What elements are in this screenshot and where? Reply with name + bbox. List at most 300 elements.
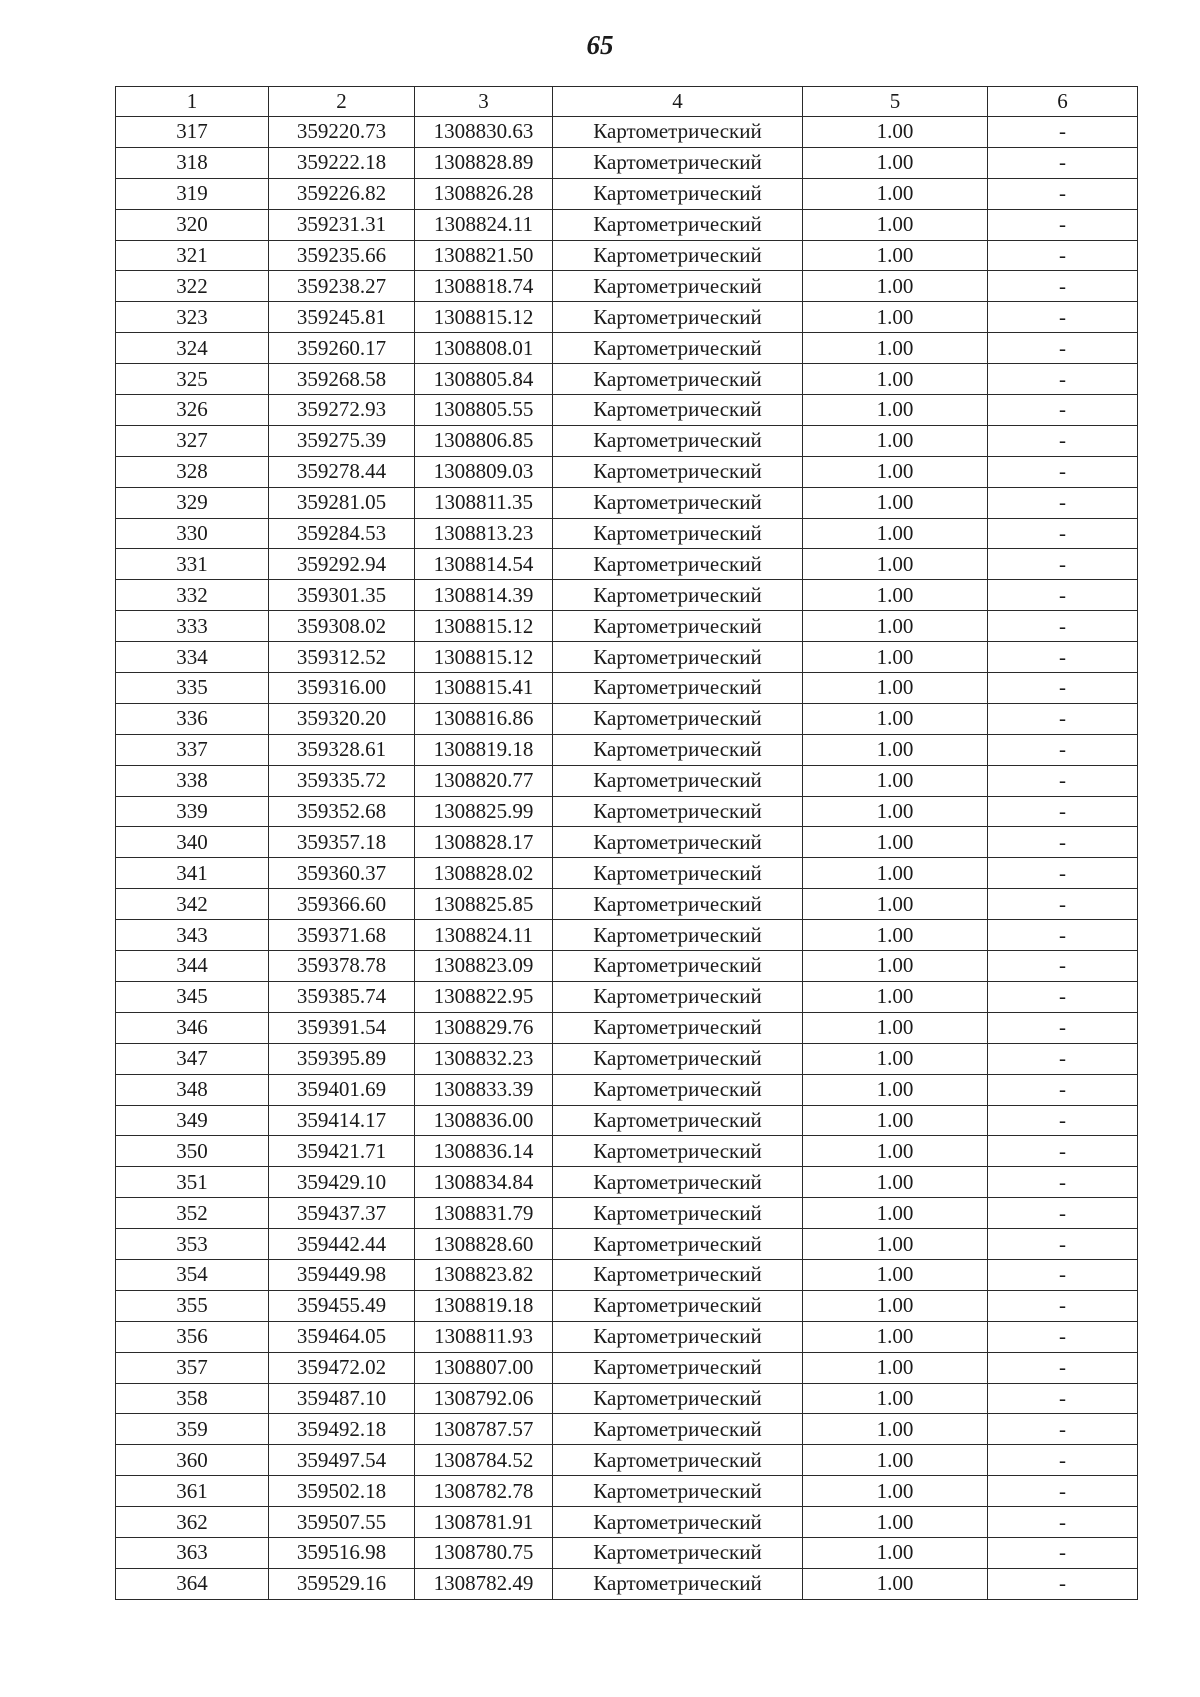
accuracy-cell: 1.00	[803, 1012, 988, 1043]
note-cell: -	[988, 1105, 1138, 1136]
point-number-cell: 340	[116, 827, 269, 858]
x-coordinate-cell: 359507.55	[269, 1507, 415, 1538]
point-number-cell: 322	[116, 271, 269, 302]
point-number-cell: 364	[116, 1568, 269, 1599]
note-cell: -	[988, 1537, 1138, 1568]
point-number-cell: 360	[116, 1445, 269, 1476]
point-number-cell: 351	[116, 1167, 269, 1198]
x-coordinate-cell: 359352.68	[269, 796, 415, 827]
table-row	[116, 1136, 1138, 1167]
table-row	[116, 1445, 1138, 1476]
y-coordinate-cell: 1308828.89	[415, 147, 553, 178]
table-row	[116, 858, 1138, 889]
x-coordinate-cell: 359260.17	[269, 333, 415, 364]
method-cell: Картометрический	[553, 456, 803, 487]
accuracy-cell: 1.00	[803, 1507, 988, 1538]
accuracy-cell: 1.00	[803, 425, 988, 456]
y-coordinate-cell: 1308805.84	[415, 364, 553, 395]
accuracy-cell: 1.00	[803, 1414, 988, 1445]
x-coordinate-cell: 359516.98	[269, 1537, 415, 1568]
table-row	[116, 147, 1138, 178]
x-coordinate-cell: 359360.37	[269, 858, 415, 889]
y-coordinate-cell: 1308782.49	[415, 1568, 553, 1599]
y-coordinate-cell: 1308831.79	[415, 1198, 553, 1229]
note-cell: -	[988, 1074, 1138, 1105]
accuracy-cell: 1.00	[803, 178, 988, 209]
y-coordinate-cell: 1308782.78	[415, 1476, 553, 1507]
column-header: 4	[553, 87, 803, 117]
method-cell: Картометрический	[553, 209, 803, 240]
y-coordinate-cell: 1308834.84	[415, 1167, 553, 1198]
x-coordinate-cell: 359357.18	[269, 827, 415, 858]
point-number-cell: 329	[116, 487, 269, 518]
y-coordinate-cell: 1308809.03	[415, 456, 553, 487]
method-cell: Картометрический	[553, 1074, 803, 1105]
method-cell: Картометрический	[553, 1507, 803, 1538]
note-cell: -	[988, 889, 1138, 920]
x-coordinate-cell: 359312.52	[269, 642, 415, 673]
x-coordinate-cell: 359385.74	[269, 981, 415, 1012]
method-cell: Картометрический	[553, 1321, 803, 1352]
table-row	[116, 487, 1138, 518]
table-row	[116, 395, 1138, 426]
y-coordinate-cell: 1308832.23	[415, 1043, 553, 1074]
method-cell: Картометрический	[553, 1012, 803, 1043]
accuracy-cell: 1.00	[803, 395, 988, 426]
point-number-cell: 341	[116, 858, 269, 889]
accuracy-cell: 1.00	[803, 889, 988, 920]
table-row	[116, 302, 1138, 333]
point-number-cell: 346	[116, 1012, 269, 1043]
method-cell: Картометрический	[553, 765, 803, 796]
note-cell: -	[988, 734, 1138, 765]
method-cell: Картометрический	[553, 364, 803, 395]
note-cell: -	[988, 1568, 1138, 1599]
note-cell: -	[988, 827, 1138, 858]
accuracy-cell: 1.00	[803, 920, 988, 951]
table-row	[116, 673, 1138, 704]
accuracy-cell: 1.00	[803, 209, 988, 240]
x-coordinate-cell: 359464.05	[269, 1321, 415, 1352]
point-number-cell: 330	[116, 518, 269, 549]
method-cell: Картометрический	[553, 147, 803, 178]
note-cell: -	[988, 580, 1138, 611]
y-coordinate-cell: 1308811.35	[415, 487, 553, 518]
y-coordinate-cell: 1308815.12	[415, 611, 553, 642]
table-row	[116, 271, 1138, 302]
x-coordinate-cell: 359284.53	[269, 518, 415, 549]
accuracy-cell: 1.00	[803, 1321, 988, 1352]
note-cell: -	[988, 1012, 1138, 1043]
column-header: 5	[803, 87, 988, 117]
point-number-cell: 339	[116, 796, 269, 827]
accuracy-cell: 1.00	[803, 271, 988, 302]
table-row	[116, 117, 1138, 148]
y-coordinate-cell: 1308826.28	[415, 178, 553, 209]
table-row	[116, 796, 1138, 827]
x-coordinate-cell: 359320.20	[269, 703, 415, 734]
table-row	[116, 580, 1138, 611]
accuracy-cell: 1.00	[803, 1167, 988, 1198]
x-coordinate-cell: 359497.54	[269, 1445, 415, 1476]
accuracy-cell: 1.00	[803, 951, 988, 982]
point-number-cell: 321	[116, 240, 269, 271]
point-number-cell: 334	[116, 642, 269, 673]
y-coordinate-cell: 1308822.95	[415, 981, 553, 1012]
method-cell: Картометрический	[553, 1229, 803, 1260]
accuracy-cell: 1.00	[803, 117, 988, 148]
accuracy-cell: 1.00	[803, 1352, 988, 1383]
method-cell: Картометрический	[553, 395, 803, 426]
method-cell: Картометрический	[553, 178, 803, 209]
accuracy-cell: 1.00	[803, 1445, 988, 1476]
point-number-cell: 347	[116, 1043, 269, 1074]
accuracy-cell: 1.00	[803, 734, 988, 765]
point-number-cell: 318	[116, 147, 269, 178]
x-coordinate-cell: 359371.68	[269, 920, 415, 951]
accuracy-cell: 1.00	[803, 642, 988, 673]
method-cell: Картометрический	[553, 1383, 803, 1414]
x-coordinate-cell: 359275.39	[269, 425, 415, 456]
y-coordinate-cell: 1308819.18	[415, 734, 553, 765]
method-cell: Картометрический	[553, 580, 803, 611]
method-cell: Картометрический	[553, 703, 803, 734]
point-number-cell: 357	[116, 1352, 269, 1383]
point-number-cell: 325	[116, 364, 269, 395]
x-coordinate-cell: 359220.73	[269, 117, 415, 148]
point-number-cell: 327	[116, 425, 269, 456]
method-cell: Картометрический	[553, 611, 803, 642]
note-cell: -	[988, 1321, 1138, 1352]
x-coordinate-cell: 359472.02	[269, 1352, 415, 1383]
y-coordinate-cell: 1308808.01	[415, 333, 553, 364]
y-coordinate-cell: 1308830.63	[415, 117, 553, 148]
x-coordinate-cell: 359292.94	[269, 549, 415, 580]
method-cell: Картометрический	[553, 549, 803, 580]
y-coordinate-cell: 1308825.99	[415, 796, 553, 827]
x-coordinate-cell: 359442.44	[269, 1229, 415, 1260]
accuracy-cell: 1.00	[803, 333, 988, 364]
table-row	[116, 425, 1138, 456]
table-row	[116, 364, 1138, 395]
point-number-cell: 331	[116, 549, 269, 580]
accuracy-cell: 1.00	[803, 240, 988, 271]
note-cell: -	[988, 1507, 1138, 1538]
accuracy-cell: 1.00	[803, 1259, 988, 1290]
y-coordinate-cell: 1308807.00	[415, 1352, 553, 1383]
y-coordinate-cell: 1308787.57	[415, 1414, 553, 1445]
header-row	[116, 87, 1138, 117]
accuracy-cell: 1.00	[803, 1229, 988, 1260]
note-cell: -	[988, 364, 1138, 395]
y-coordinate-cell: 1308824.11	[415, 209, 553, 240]
accuracy-cell: 1.00	[803, 456, 988, 487]
note-cell: -	[988, 858, 1138, 889]
point-number-cell: 323	[116, 302, 269, 333]
y-coordinate-cell: 1308815.12	[415, 642, 553, 673]
accuracy-cell: 1.00	[803, 302, 988, 333]
note-cell: -	[988, 642, 1138, 673]
method-cell: Картометрический	[553, 1352, 803, 1383]
x-coordinate-cell: 359429.10	[269, 1167, 415, 1198]
table-row	[116, 240, 1138, 271]
column-header: 2	[269, 87, 415, 117]
y-coordinate-cell: 1308815.41	[415, 673, 553, 704]
accuracy-cell: 1.00	[803, 611, 988, 642]
point-number-cell: 335	[116, 673, 269, 704]
y-coordinate-cell: 1308784.52	[415, 1445, 553, 1476]
point-number-cell: 350	[116, 1136, 269, 1167]
accuracy-cell: 1.00	[803, 1043, 988, 1074]
table-row	[116, 1383, 1138, 1414]
table-row	[116, 178, 1138, 209]
note-cell: -	[988, 487, 1138, 518]
table-row	[116, 549, 1138, 580]
y-coordinate-cell: 1308781.91	[415, 1507, 553, 1538]
x-coordinate-cell: 359301.35	[269, 580, 415, 611]
table-row	[116, 1290, 1138, 1321]
x-coordinate-cell: 359235.66	[269, 240, 415, 271]
y-coordinate-cell: 1308814.39	[415, 580, 553, 611]
note-cell: -	[988, 271, 1138, 302]
accuracy-cell: 1.00	[803, 796, 988, 827]
coordinates-table	[115, 86, 1138, 1600]
note-cell: -	[988, 673, 1138, 704]
method-cell: Картометрический	[553, 333, 803, 364]
accuracy-cell: 1.00	[803, 1568, 988, 1599]
table-row	[116, 981, 1138, 1012]
note-cell: -	[988, 178, 1138, 209]
y-coordinate-cell: 1308806.85	[415, 425, 553, 456]
x-coordinate-cell: 359231.31	[269, 209, 415, 240]
table-row	[116, 734, 1138, 765]
method-cell: Картометрический	[553, 827, 803, 858]
point-number-cell: 353	[116, 1229, 269, 1260]
y-coordinate-cell: 1308828.60	[415, 1229, 553, 1260]
y-coordinate-cell: 1308805.55	[415, 395, 553, 426]
note-cell: -	[988, 209, 1138, 240]
note-cell: -	[988, 796, 1138, 827]
note-cell: -	[988, 1259, 1138, 1290]
method-cell: Картометрический	[553, 796, 803, 827]
method-cell: Картометрический	[553, 673, 803, 704]
accuracy-cell: 1.00	[803, 827, 988, 858]
table-row	[116, 1012, 1138, 1043]
y-coordinate-cell: 1308821.50	[415, 240, 553, 271]
note-cell: -	[988, 395, 1138, 426]
method-cell: Картометрический	[553, 1476, 803, 1507]
x-coordinate-cell: 359529.16	[269, 1568, 415, 1599]
table-row	[116, 1507, 1138, 1538]
method-cell: Картометрический	[553, 1043, 803, 1074]
table-row	[116, 1167, 1138, 1198]
x-coordinate-cell: 359308.02	[269, 611, 415, 642]
method-cell: Картометрический	[553, 240, 803, 271]
point-number-cell: 349	[116, 1105, 269, 1136]
x-coordinate-cell: 359395.89	[269, 1043, 415, 1074]
y-coordinate-cell: 1308824.11	[415, 920, 553, 951]
point-number-cell: 338	[116, 765, 269, 796]
table-row	[116, 1259, 1138, 1290]
accuracy-cell: 1.00	[803, 765, 988, 796]
table-row	[116, 889, 1138, 920]
accuracy-cell: 1.00	[803, 673, 988, 704]
note-cell: -	[988, 951, 1138, 982]
note-cell: -	[988, 1414, 1138, 1445]
note-cell: -	[988, 1167, 1138, 1198]
x-coordinate-cell: 359238.27	[269, 271, 415, 302]
table-row	[116, 1352, 1138, 1383]
x-coordinate-cell: 359391.54	[269, 1012, 415, 1043]
method-cell: Картометрический	[553, 1537, 803, 1568]
note-cell: -	[988, 611, 1138, 642]
x-coordinate-cell: 359328.61	[269, 734, 415, 765]
x-coordinate-cell: 359487.10	[269, 1383, 415, 1414]
method-cell: Картометрический	[553, 1198, 803, 1229]
y-coordinate-cell: 1308813.23	[415, 518, 553, 549]
x-coordinate-cell: 359378.78	[269, 951, 415, 982]
note-cell: -	[988, 425, 1138, 456]
y-coordinate-cell: 1308819.18	[415, 1290, 553, 1321]
method-cell: Картометрический	[553, 271, 803, 302]
method-cell: Картометрический	[553, 1445, 803, 1476]
y-coordinate-cell: 1308829.76	[415, 1012, 553, 1043]
y-coordinate-cell: 1308814.54	[415, 549, 553, 580]
column-header: 3	[415, 87, 553, 117]
x-coordinate-cell: 359278.44	[269, 456, 415, 487]
note-cell: -	[988, 1229, 1138, 1260]
y-coordinate-cell: 1308818.74	[415, 271, 553, 302]
accuracy-cell: 1.00	[803, 487, 988, 518]
point-number-cell: 342	[116, 889, 269, 920]
note-cell: -	[988, 1383, 1138, 1414]
table-row	[116, 518, 1138, 549]
point-number-cell: 336	[116, 703, 269, 734]
point-number-cell: 326	[116, 395, 269, 426]
method-cell: Картометрический	[553, 951, 803, 982]
table-row	[116, 1321, 1138, 1352]
accuracy-cell: 1.00	[803, 580, 988, 611]
point-number-cell: 355	[116, 1290, 269, 1321]
y-coordinate-cell: 1308811.93	[415, 1321, 553, 1352]
method-cell: Картометрический	[553, 920, 803, 951]
table-row	[116, 1043, 1138, 1074]
table-row	[116, 456, 1138, 487]
table-row	[116, 765, 1138, 796]
point-number-cell: 333	[116, 611, 269, 642]
x-coordinate-cell: 359245.81	[269, 302, 415, 333]
note-cell: -	[988, 981, 1138, 1012]
accuracy-cell: 1.00	[803, 1476, 988, 1507]
x-coordinate-cell: 359492.18	[269, 1414, 415, 1445]
y-coordinate-cell: 1308836.14	[415, 1136, 553, 1167]
method-cell: Картометрический	[553, 518, 803, 549]
point-number-cell: 359	[116, 1414, 269, 1445]
x-coordinate-cell: 359401.69	[269, 1074, 415, 1105]
accuracy-cell: 1.00	[803, 1383, 988, 1414]
table-row	[116, 920, 1138, 951]
table-row	[116, 333, 1138, 364]
accuracy-cell: 1.00	[803, 1136, 988, 1167]
table-row	[116, 642, 1138, 673]
point-number-cell: 354	[116, 1259, 269, 1290]
note-cell: -	[988, 920, 1138, 951]
x-coordinate-cell: 359366.60	[269, 889, 415, 920]
method-cell: Картометрический	[553, 487, 803, 518]
method-cell: Картометрический	[553, 1414, 803, 1445]
point-number-cell: 324	[116, 333, 269, 364]
table-row	[116, 1074, 1138, 1105]
x-coordinate-cell: 359226.82	[269, 178, 415, 209]
note-cell: -	[988, 518, 1138, 549]
table-body	[116, 117, 1138, 1600]
method-cell: Картометрический	[553, 117, 803, 148]
accuracy-cell: 1.00	[803, 1105, 988, 1136]
accuracy-cell: 1.00	[803, 147, 988, 178]
note-cell: -	[988, 1290, 1138, 1321]
accuracy-cell: 1.00	[803, 703, 988, 734]
note-cell: -	[988, 1136, 1138, 1167]
table-row	[116, 611, 1138, 642]
y-coordinate-cell: 1308815.12	[415, 302, 553, 333]
accuracy-cell: 1.00	[803, 518, 988, 549]
y-coordinate-cell: 1308828.17	[415, 827, 553, 858]
y-coordinate-cell: 1308825.85	[415, 889, 553, 920]
point-number-cell: 361	[116, 1476, 269, 1507]
x-coordinate-cell: 359414.17	[269, 1105, 415, 1136]
point-number-cell: 344	[116, 951, 269, 982]
method-cell: Картометрический	[553, 981, 803, 1012]
method-cell: Картометрический	[553, 642, 803, 673]
page-number: 65	[586, 30, 614, 60]
accuracy-cell: 1.00	[803, 1537, 988, 1568]
method-cell: Картометрический	[553, 1290, 803, 1321]
note-cell: -	[988, 333, 1138, 364]
point-number-cell: 363	[116, 1537, 269, 1568]
table-row	[116, 1414, 1138, 1445]
method-cell: Картометрический	[553, 858, 803, 889]
method-cell: Картометрический	[553, 1167, 803, 1198]
method-cell: Картометрический	[553, 302, 803, 333]
table-row	[116, 1568, 1138, 1599]
note-cell: -	[988, 1198, 1138, 1229]
method-cell: Картометрический	[553, 1105, 803, 1136]
accuracy-cell: 1.00	[803, 364, 988, 395]
y-coordinate-cell: 1308823.09	[415, 951, 553, 982]
x-coordinate-cell: 359281.05	[269, 487, 415, 518]
x-coordinate-cell: 359272.93	[269, 395, 415, 426]
table-row	[116, 209, 1138, 240]
y-coordinate-cell: 1308823.82	[415, 1259, 553, 1290]
method-cell: Картометрический	[553, 1136, 803, 1167]
table-row	[116, 1198, 1138, 1229]
column-header: 6	[988, 87, 1138, 117]
point-number-cell: 319	[116, 178, 269, 209]
note-cell: -	[988, 302, 1138, 333]
table-row	[116, 951, 1138, 982]
accuracy-cell: 1.00	[803, 858, 988, 889]
x-coordinate-cell: 359455.49	[269, 1290, 415, 1321]
table-row	[116, 1229, 1138, 1260]
note-cell: -	[988, 1445, 1138, 1476]
note-cell: -	[988, 1476, 1138, 1507]
point-number-cell: 362	[116, 1507, 269, 1538]
method-cell: Картометрический	[553, 889, 803, 920]
note-cell: -	[988, 117, 1138, 148]
method-cell: Картометрический	[553, 425, 803, 456]
x-coordinate-cell: 359335.72	[269, 765, 415, 796]
y-coordinate-cell: 1308816.86	[415, 703, 553, 734]
